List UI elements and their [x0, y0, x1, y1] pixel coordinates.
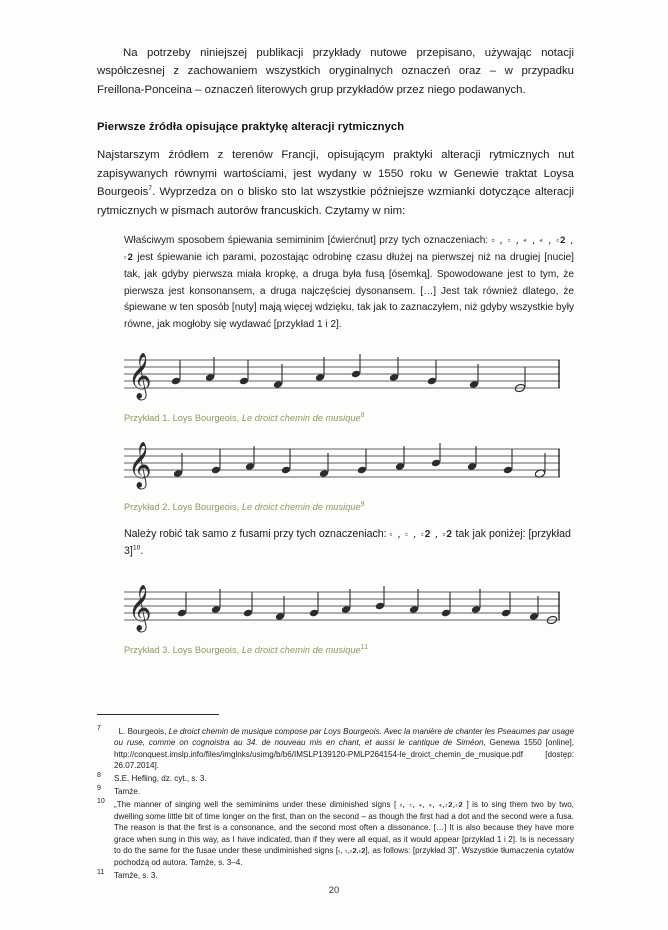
- between-examples-signs: 𝇊 , 𝇋 , 𝇋𝟮 , 𝇊𝟮: [389, 527, 453, 540]
- section-heading: Pierwsze źródła opisujące praktykę alteracji rytmicznych: [97, 121, 405, 134]
- example-3-author: Loys Bourgeois,: [172, 644, 240, 655]
- footnote-number: 10: [97, 798, 105, 806]
- footnote-item: [97, 870, 574, 881]
- example-3-staff: [124, 578, 564, 640]
- example-1-caption: [124, 412, 574, 423]
- footnote-text: S.E. Hefling, dz. cyt., s. 3.: [114, 774, 207, 784]
- footnote-text: „The manner of singing well the semiminims under these diminished signs [ 𝇈, 𝇋, 𝇋̵, 𝇋̵, 𝇊̵,𝇊𝟮,𝇋𝟮 ] is to sing them two by two, dwelling some little bit of time longer on the first, than on the second – as though the first had a dot and the second were a fusa. The reason is that the first is a consonance, and the second most often a dissonance. […] It is also because they have more grace when sung in this way, as I have indicated, than if they were all equal, as it would appear [przykład 1 i 2]. Is is necessary to do the same for the fusae under these undiminished signs [𝇊, 𝇋,𝇊𝟮,𝇊𝟮], as follows: [przykład 3]”. Wszystkie tłumaczenia cytatów pochodzą od autora. Tamże, s. 3–4.: [114, 799, 574, 867]
- example-2-staff: [124, 435, 564, 497]
- body-paragraph-1: [97, 146, 574, 220]
- footnote-text: L. Bourgeois, Le droict chemin de musique compose par Loys Bourgeois. Avec la manière de chanter les Pseaumes par usage ou ruse, comme on cognoistra au 34. de nouveau mis en chant, et aussi le cantique de Siméon, Genewa 1550 [online], http://conquest.imslp.info/files/imglnks/usimg/b/b6/IMSLP139120-PMLP264154-le_droict_chemin_de_musique.pdf [dostęp: 26.07.2014].: [114, 727, 574, 771]
- footnote-separator: [97, 714, 219, 715]
- example-2-author: Loys Bourgeois,: [172, 501, 240, 512]
- example-3-title: Le droict chemin de musique: [241, 644, 361, 655]
- quote-mensural-signs: 𝇈 , 𝇋 , 𝇋̵ , 𝇊̵ , 𝇊𝟮 , 𝇋𝟮: [124, 235, 574, 264]
- footnote-item: [97, 773, 574, 784]
- example-3-caption: [124, 644, 574, 655]
- footnote-ref-7: 7: [148, 185, 153, 193]
- example-1-staff: [124, 346, 564, 408]
- example-2-title: Le droict chemin de musique: [241, 501, 361, 512]
- block-quote: [124, 233, 574, 334]
- footnote-ref-10: 10: [132, 544, 141, 552]
- example-1-number: Przykład 1.: [124, 412, 170, 423]
- example-1-title: Le droict chemin de musique: [241, 412, 361, 423]
- between-examples-text: Należy robić tak samo z fusami przy tych oznaczeniach:: [124, 527, 387, 540]
- footnote-text: Tamże.: [114, 787, 141, 797]
- body-paragraph-1-text-a: Najstarszym źródłem z terenów Francji, opisującym praktyki alteracji rytmicznych nut zapisywanych równymi wartościami, jest wydany w 1550 roku w Genewie traktat Loysa Bourgeois: [97, 149, 574, 199]
- between-examples-paragraph: Należy robić tak samo z fusami przy tych oznaczeniach: 𝇊 , 𝇋 , 𝇋𝟮 , 𝇊𝟮 tak jak poniżej: [przykład 3]$^{10}$.: [124, 527, 571, 557]
- svg-text:𝄞: 𝄞: [128, 352, 152, 399]
- quote-line-2: jest śpiewanie ich parami, pozostając odrobinę czasu dłużej na pierwszej niż na drugiej [nucie] tak, jak gdyby pierwsza miała kropkę, a druga była fusą [ósemką]. Spowodowane jest to tym, że pierwsza jest konsonansem, a druga najczęściej dysonansem. […] Jest tak również dlatego, że śpiewane w ten sposób [nuty] mają więcej wdzięku, tak jak to zaznaczyłem, niż gdyby wszystkie były równe, jak mogłoby się wydawać [przykład 1 i 2].: [124, 252, 574, 331]
- svg-text:𝄞: 𝄞: [128, 584, 152, 631]
- page-number: 20: [328, 884, 340, 895]
- quote-line-1: Właściwym sposobem śpiewania semiminim [ćwierćnut] przy tych oznaczeniach:: [124, 235, 489, 247]
- footnote-item: [97, 799, 574, 868]
- footnotes-block: [97, 726, 574, 883]
- footnote-number: 9: [97, 785, 101, 793]
- footnote-number: 7: [97, 725, 101, 732]
- example-1-author: Loys Bourgeois,: [172, 412, 240, 423]
- example-1-ref: 8: [360, 411, 365, 419]
- example-3-ref: 11: [360, 643, 369, 651]
- example-2-number: Przykład 2.: [124, 501, 170, 512]
- example-2-caption: [124, 501, 574, 512]
- svg-text:𝄞: 𝄞: [128, 441, 152, 488]
- footnote-item: [97, 726, 574, 772]
- intro-paragraph: Na potrzeby niniejszej publikacji przykłady nutowe przepisano, używając notacji współczesnej z zachowaniem wszystkich oryginalnych oznaczeń oraz – w przypadku Freillona-Ponceina – oznaczeń literowych grup przykładów przez niego podawanych.: [97, 47, 574, 96]
- example-3-number: Przykład 3.: [124, 644, 170, 655]
- footnote-item: [97, 786, 574, 797]
- page-content: [97, 44, 574, 655]
- footnote-number: 11: [97, 868, 105, 876]
- footnote-number: 8: [97, 772, 101, 780]
- footnote-text: Tamże, s. 3.: [114, 870, 158, 880]
- between-examples-tail: tak jak poniżej: [przykład 3]: [124, 527, 571, 557]
- example-2-ref: 9: [360, 500, 365, 508]
- body-paragraph-1-text-b: . Wyprzedza on o blisko sto lat wszystkie późniejsze wzmianki dotyczące alteracji rytmicznych w pismach autorów francuskich. Czytamy w nim:: [97, 186, 574, 217]
